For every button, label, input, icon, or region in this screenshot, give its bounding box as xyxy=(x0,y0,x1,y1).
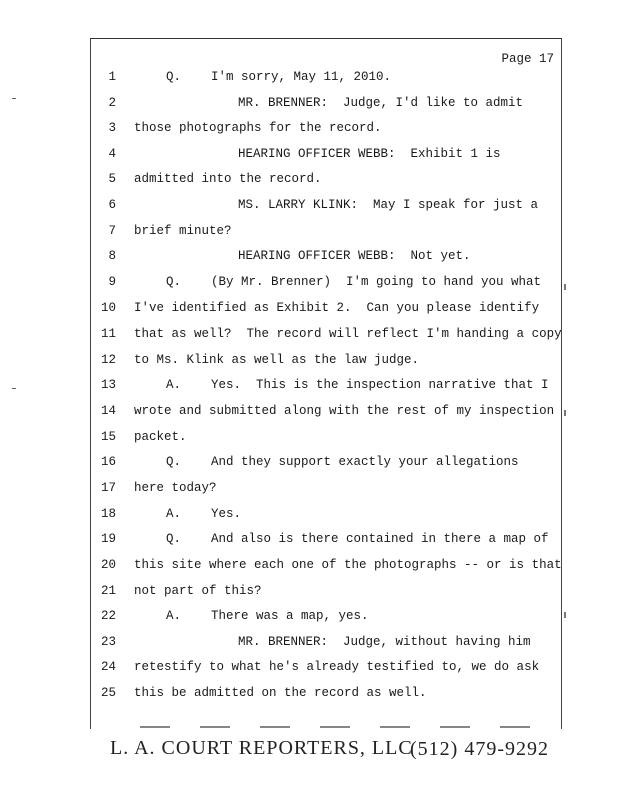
line-text: not part of this? xyxy=(134,584,262,598)
line-text: this site where each one of the photographs -- or is that xyxy=(134,558,562,572)
line-number: 16 xyxy=(100,455,116,469)
line-text: A. There was a map, yes. xyxy=(166,609,369,623)
line-number: 14 xyxy=(100,404,116,418)
transcript-line xyxy=(96,686,556,706)
scan-mark xyxy=(564,410,566,416)
line-number: 23 xyxy=(100,635,116,649)
line-text: Q. And they support exactly your allegations xyxy=(166,455,519,469)
line-number: 2 xyxy=(108,96,116,110)
line-number: 4 xyxy=(108,147,116,161)
line-text: Q. (By Mr. Brenner) I'm going to hand you what xyxy=(166,275,542,289)
line-number: 15 xyxy=(100,430,116,444)
line-number: 25 xyxy=(100,686,116,700)
transcript-line xyxy=(96,172,556,192)
line-number: 6 xyxy=(108,198,116,212)
transcript-line xyxy=(96,70,556,90)
line-number: 12 xyxy=(100,353,116,367)
scan-mark xyxy=(12,98,16,99)
transcript-line xyxy=(96,121,556,141)
line-text: MS. LARRY KLINK: May I speak for just a xyxy=(238,198,539,212)
line-text: those photographs for the record. xyxy=(134,121,382,135)
line-text: brief minute? xyxy=(134,224,232,238)
line-text: this be admitted on the record as well. xyxy=(134,686,427,700)
line-text: A. Yes. xyxy=(166,507,242,521)
line-number: 20 xyxy=(100,558,116,572)
scan-mark xyxy=(564,284,566,290)
footer-company: L. A. COURT REPORTERS, LLC xyxy=(110,737,413,759)
line-text: that as well? The record will reflect I'm handing a copy xyxy=(134,327,562,341)
transcript-line xyxy=(96,249,556,269)
line-number: 3 xyxy=(108,121,116,135)
transcript-line xyxy=(96,301,556,321)
scan-mark xyxy=(12,388,16,389)
line-number: 8 xyxy=(108,249,116,263)
line-text: MR. BRENNER: Judge, I'd like to admit xyxy=(238,96,524,110)
line-text: here today? xyxy=(134,481,217,495)
transcript-line xyxy=(96,558,562,578)
page-number: Page 17 xyxy=(501,52,554,66)
line-number: 7 xyxy=(108,224,116,238)
line-text: HEARING OFFICER WEBB: Not yet. xyxy=(238,249,471,263)
line-text: MR. BRENNER: Judge, without having him xyxy=(238,635,531,649)
line-number: 1 xyxy=(108,70,116,84)
transcript-line xyxy=(96,198,556,218)
line-number: 24 xyxy=(100,660,116,674)
transcript-line xyxy=(96,584,556,604)
line-text: retestify to what he's already testified to, we do ask xyxy=(134,660,540,674)
line-text: Q. And also is there contained in there a map of xyxy=(166,532,549,546)
line-text: to Ms. Klink as well as the law judge. xyxy=(134,353,420,367)
transcript-line xyxy=(96,430,556,450)
frame-bottom-rule xyxy=(140,726,560,728)
transcript-line xyxy=(96,404,556,424)
transcript-line xyxy=(96,378,556,398)
line-number: 11 xyxy=(100,327,116,341)
line-text: Q. I'm sorry, May 11, 2010. xyxy=(166,70,392,84)
line-text: admitted into the record. xyxy=(134,172,322,186)
transcript-line xyxy=(96,96,556,116)
transcript-line xyxy=(96,147,556,167)
line-text: I've identified as Exhibit 2. Can you please identify xyxy=(134,301,540,315)
transcript-line xyxy=(96,635,556,655)
footer-phone: (512) 479-9292 xyxy=(410,738,549,760)
scan-mark xyxy=(564,612,566,618)
transcript-line xyxy=(96,660,556,680)
line-number: 17 xyxy=(100,481,116,495)
transcript-line xyxy=(96,327,562,347)
transcript-line xyxy=(96,455,556,475)
line-text: HEARING OFFICER WEBB: Exhibit 1 is xyxy=(238,147,501,161)
transcript-line xyxy=(96,532,556,552)
transcript-line xyxy=(96,275,556,295)
line-number: 21 xyxy=(100,584,116,598)
transcript-line xyxy=(96,507,556,527)
line-number: 18 xyxy=(100,507,116,521)
line-text: A. Yes. This is the inspection narrative that I xyxy=(166,378,549,392)
transcript-line xyxy=(96,481,556,501)
line-number: 22 xyxy=(100,609,116,623)
transcript-line xyxy=(96,224,556,244)
transcript-line xyxy=(96,609,556,629)
line-number: 5 xyxy=(108,172,116,186)
line-number: 9 xyxy=(108,275,116,289)
line-text: wrote and submitted along with the rest of my inspection xyxy=(134,404,555,418)
line-text: packet. xyxy=(134,430,187,444)
line-number: 10 xyxy=(100,301,116,315)
line-number: 19 xyxy=(100,532,116,546)
line-number: 13 xyxy=(100,378,116,392)
transcript-line xyxy=(96,353,556,373)
